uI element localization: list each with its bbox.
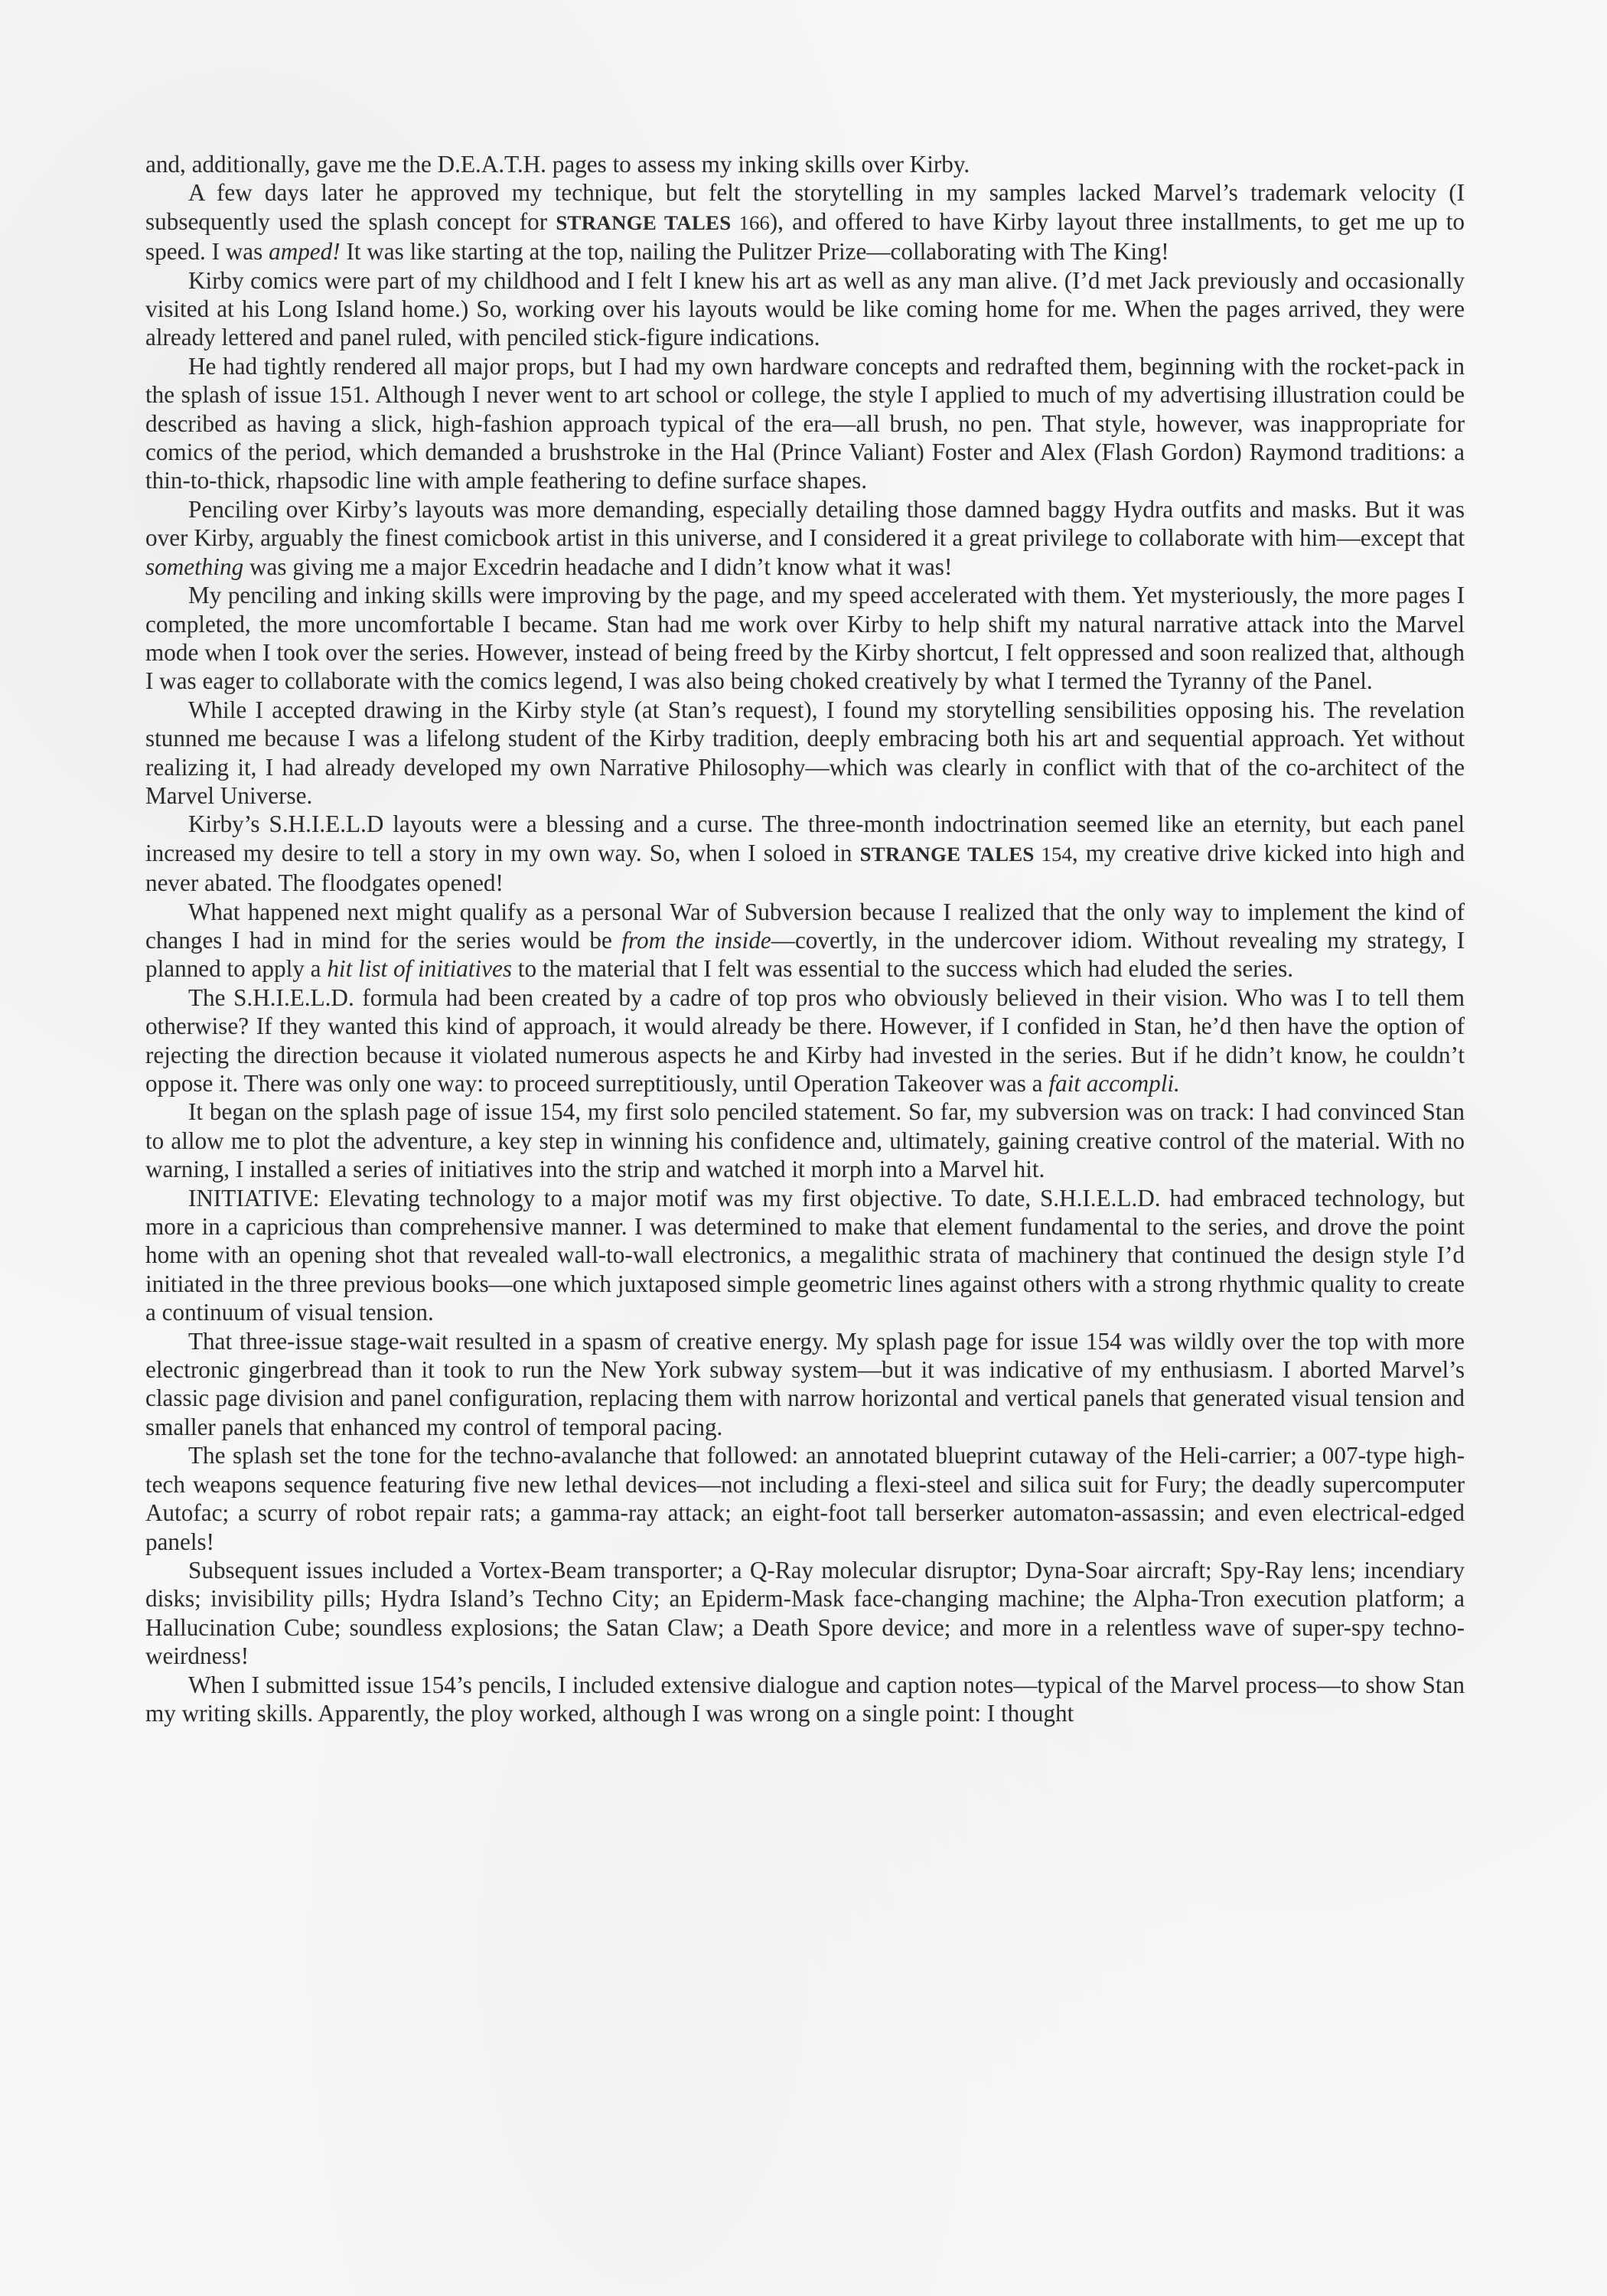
paragraph-16: When I submitted issue 154’s pencils, I included extensive dialogue and caption notes—typical of the Marvel process—to show Stan my writing skills. Apparently, the ploy worked, although I was wrong on a single point: I thought <box>145 1671 1465 1727</box>
paragraph-1: and, additionally, gave me the D.E.A.T.H. pages to assess my inking skills over Kirby. <box>145 151 970 178</box>
paragraph-7: While I accepted drawing in the Kirby style (at Stan’s request), I found my storytelling sensibilities opposing his. The revelation stunned me because I was a lifelong student of the Kirby tradition, deeply embracing both his art and sequential approach. Yet without realizing it, I had already developed my own Narrative Philosophy—which was clearly in conflict with that of the co-architect of the Marvel Universe. <box>145 696 1465 809</box>
paragraph-5: Penciling over Kirby’s layouts was more demanding, especially detailing those damned baggy Hydra outfits and masks. But it was over Kirby, arguably the finest comicbook artist in this universe, and I considered it a great privilege to collaborate with him—except that something was giving me a major Excedrin headache and I didn’t know what it was! <box>145 495 1465 580</box>
paragraph-14: The splash set the tone for the techno-avalanche that followed: an annotated blueprint cutaway of the Heli-carrier; a 007-type high-tech weapons sequence featuring five new lethal devices—not including a flexi-steel and silica suit for Fury; the deadly supercomputer Autofac; a scurry of robot repair rats; a gamma-ray attack; an eight-foot tall berserker automaton-assassin; and even electrical-edged panels! <box>145 1442 1465 1555</box>
paragraph-15: Subsequent issues included a Vortex-Beam transporter; a Q-Ray molecular disruptor; Dyna-Soar aircraft; Spy-Ray lens; incendiary disks; invisibility pills; Hydra Island’s Techno City; an Epiderm-Mask face-changing machine; the Alpha-Tron execution platform; a Hallucination Cube; soundless explosions; the Satan Claw; a Death Spore device; and more in a relentless wave of super-spy techno-weirdness! <box>145 1556 1465 1670</box>
paragraph-3: Kirby comics were part of my childhood and I felt I knew his art as well as any man alive. (I’d met Jack previously and occasionally visited at his Long Island home.) So, working over his layouts would be like coming home for me. When the pages arrived, they were already lettered and panel ruled, with penciled stick-figure indications. <box>145 266 1465 351</box>
paragraph-10: The S.H.I.E.L.D. formula had been created by a cadre of top pros who obviously believed in their vision. Who was I to tell them otherwise? If they wanted this kind of approach, it would already be there. However, if I confided in Stan, he’d then have the option of rejecting the direction because it violated numerous aspects he and Kirby had invested in the series. But if he didn’t know, he couldn’t oppose it. There was only one way: to proceed surreptitiously, until Operation Takeover was a fait accompli. <box>145 983 1465 1097</box>
paragraph-6: My penciling and inking skills were improving by the page, and my speed accelerated with them. Yet mysteriously, the more pages I completed, the more uncomfortable I became. Stan had me work over Kirby to help shift my natural narrative attack into the Marvel mode when I took over the series. However, instead of being freed by the Kirby shortcut, I felt oppressed and soon realized that, although I was eager to collaborate with the comics legend, I was also being choked creatively by what I termed the Tyranny of the Panel. <box>145 582 1465 695</box>
paragraph-9: What happened next might qualify as a personal War of Subversion because I realized that the only way to implement the kind of changes I had in mind for the series would be from the inside—covertly, in the undercover idiom. Without revealing my strategy, I planned to apply a hit list of initiatives to the material that I felt was essential to the success which had eluded the series. <box>145 898 1465 983</box>
comic-title: STRANGE TALES <box>859 842 1035 866</box>
paragraph-11: It began on the splash page of issue 154, my first solo penciled statement. So far, my subversion was on track: I had convinced Stan to allow me to plot the adventure, a key step in winning his confidence and, ultimately, gaining creative control of the material. With no warning, I installed a series of initiatives into the strip and watched it morph into a Marvel hit. <box>145 1098 1465 1183</box>
paragraph-2: A few days later he approved my technique, but felt the storytelling in my samples lacked Marvel’s trademark velocity (I subsequently used the splash concept for STRANGE TALES 166), and offered to have Kirby layout three installments, to get me up to speed. I was amped! It was like starting at the top, nailing the Pulitzer Prize—collaborating with The King! <box>145 179 1465 266</box>
paragraph-13: That three-issue stage-wait resulted in a spasm of creative energy. My splash page for issue 154 was wildly over the top with more electronic gingerbread than it took to run the New York subway system—but it was indicative of my enthusiasm. I aborted Marvel’s classic page division and panel configuration, replacing them with narrow horizontal and vertical panels that generated visual tension and smaller panels that enhanced my control of temporal pacing. <box>145 1327 1465 1440</box>
article-body <box>145 150 1465 1727</box>
comic-title: STRANGE TALES <box>556 210 732 234</box>
paragraph-12: INITIATIVE: Elevating technology to a major motif was my first objective. To date, S.H.I.E.L.D. had embraced technology, but more in a capricious than comprehensive manner. I was determined to make that element fundamental to the series, and drove the point home with an opening shot that revealed wall-to-wall electronics, a megalithic strata of machinery that continued the design style I’d initiated in the three previous books—one which juxtaposed simple geometric lines against others with a strong rhythmic quality to create a continuum of visual tension. <box>145 1184 1465 1326</box>
paragraph-4: He had tightly rendered all major props, but I had my own hardware concepts and redrafted them, beginning with the rocket-pack in the splash of issue 151. Although I never went to art school or college, the style I applied to much of my advertising illustration could be described as having a slick, high-fashion approach typical of the era—all brush, no pen. That style, however, was inappropriate for comics of the period, which demanded a brushstroke in the Hal (Prince Valiant) Foster and Alex (Flash Gordon) Raymond traditions: a thin-to-thick, rhapsodic line with ample feathering to define surface shapes. <box>145 352 1465 494</box>
paragraph-8: Kirby’s S.H.I.E.L.D layouts were a blessing and a curse. The three-month indoctrination seemed like an eternity, but each panel increased my desire to tell a story in my own way. So, when I soloed in STRANGE TALES 154, my creative drive kicked into high and never abated. The floodgates opened! <box>145 810 1465 897</box>
